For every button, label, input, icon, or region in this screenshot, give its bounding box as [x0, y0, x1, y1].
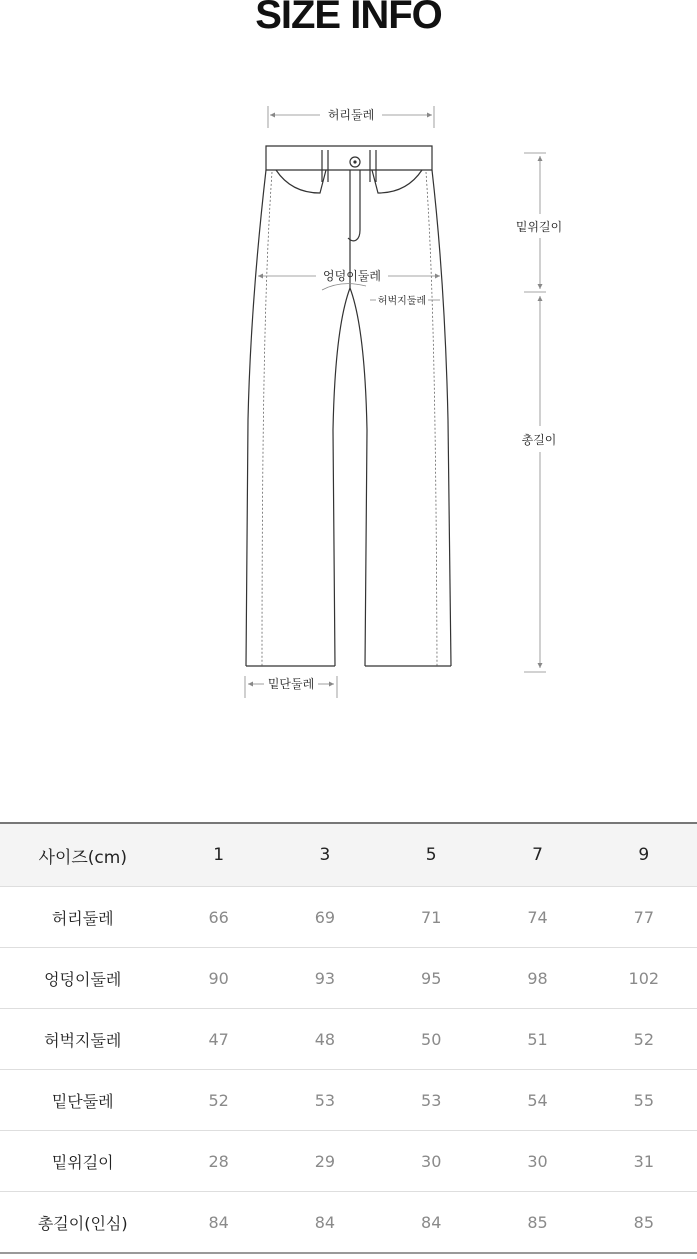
table-cell: 85: [484, 1192, 590, 1254]
size-header-cell: 5: [378, 823, 484, 887]
pants-illustration: [0, 90, 697, 710]
table-cell: 53: [378, 1070, 484, 1131]
size-header-cell: 7: [484, 823, 590, 887]
table-cell: 95: [378, 948, 484, 1009]
table-cell: 47: [165, 1009, 271, 1070]
page-title: SIZE INFO: [255, 0, 442, 37]
waist-label: 허리둘레: [327, 108, 375, 122]
table-cell: 102: [591, 948, 697, 1009]
table-cell: 48: [272, 1009, 378, 1070]
table-cell: 90: [165, 948, 271, 1009]
table-cell: 98: [484, 948, 590, 1009]
row-label: 밑위길이: [0, 1131, 165, 1192]
size-header-row: [0, 823, 697, 887]
row-label: 허벅지둘레: [0, 1009, 165, 1070]
table-cell: 84: [272, 1192, 378, 1254]
thigh-label: 허벅지둘레: [377, 296, 427, 307]
pants-diagram: [0, 90, 697, 710]
table-cell: 52: [165, 1070, 271, 1131]
table-cell: 93: [272, 948, 378, 1009]
table-cell: 30: [484, 1131, 590, 1192]
table-cell: 29: [272, 1131, 378, 1192]
table-cell: 74: [484, 887, 590, 948]
table-row: [0, 1131, 697, 1192]
size-header-cell: 3: [272, 823, 378, 887]
size-header-label: 사이즈(cm): [0, 823, 165, 887]
table-cell: 51: [484, 1009, 590, 1070]
table-row: [0, 948, 697, 1009]
table-cell: 52: [591, 1009, 697, 1070]
row-label: 총길이(인심): [0, 1192, 165, 1254]
table-cell: 55: [591, 1070, 697, 1131]
table-cell: 71: [378, 887, 484, 948]
table-cell: 84: [378, 1192, 484, 1254]
table-cell: 31: [591, 1131, 697, 1192]
table-cell: 77: [591, 887, 697, 948]
table-cell: 28: [165, 1131, 271, 1192]
table-cell: 53: [272, 1070, 378, 1131]
hem-label: 밑단둘레: [267, 677, 315, 691]
rise-label: 밑위길이: [515, 220, 563, 234]
table-cell: 30: [378, 1131, 484, 1192]
length-label: 총길이: [521, 433, 557, 447]
table-cell: 50: [378, 1009, 484, 1070]
table-row: [0, 1070, 697, 1131]
table-cell: 66: [165, 887, 271, 948]
row-label: 엉덩이둘레: [0, 948, 165, 1009]
size-header-cell: 9: [591, 823, 697, 887]
table-cell: 69: [272, 887, 378, 948]
table-row: [0, 1009, 697, 1070]
size-table: [0, 822, 697, 1254]
hip-label: 엉덩이둘레: [323, 269, 381, 283]
table-row: [0, 1192, 697, 1254]
table-cell: 54: [484, 1070, 590, 1131]
table-cell: 84: [165, 1192, 271, 1254]
row-label: 허리둘레: [0, 887, 165, 948]
row-label: 밑단둘레: [0, 1070, 165, 1131]
table-row: [0, 887, 697, 948]
table-cell: 85: [591, 1192, 697, 1254]
size-header-cell: 1: [165, 823, 271, 887]
